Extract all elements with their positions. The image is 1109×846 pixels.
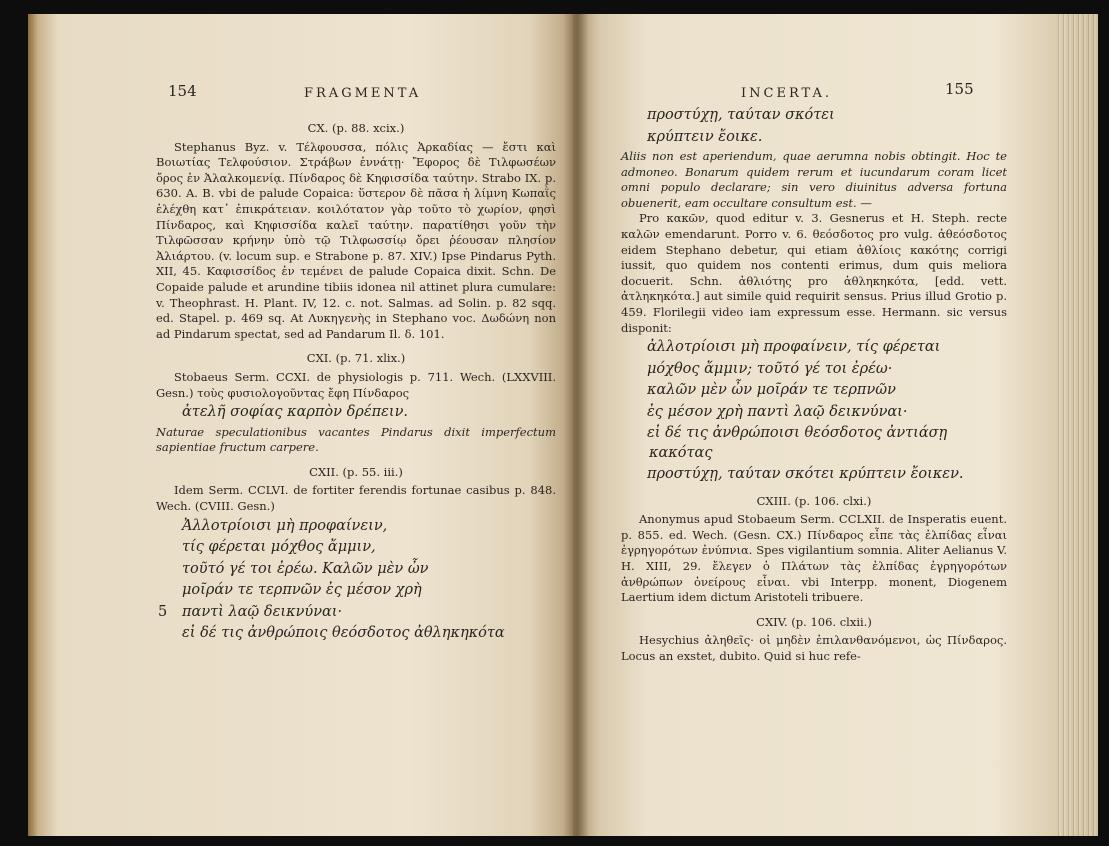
page-number: 154: [168, 82, 197, 100]
verse-line: [649, 338, 1007, 358]
verse-line: [649, 360, 1007, 380]
verse-line: [184, 538, 556, 558]
open-book: [28, 14, 1098, 836]
verse-text: εἰ δέ τις ἀνθρώποισι θεόσδοτος ἀντιάσῃ κακότας: [647, 425, 948, 461]
section-heading: CXIII. (p. 106. clxi.): [756, 493, 872, 508]
section-heading: CXIV. (p. 106. clxii.): [756, 614, 872, 629]
page-number: 155: [945, 80, 974, 98]
latin-translation: Aliis non est aperiendum, quae aerumna nobis obtingit. Hoc te admoneo. Bonarum quidem rerum et iucundarum coram licet omni populo declarare; sin vero diuinitus adversa fortuna obuenerit, eam occultare consultum est. —: [621, 149, 1007, 210]
verse-line: [158, 603, 556, 623]
commentary-paragraph: Stephanus Byz. v. Τέλφουσσα, πόλις Ἀρκαδίας — ἔστι καὶ Βοιωτίας Τελφούσιον. Στράβων ἐννάτῃ· Ἔφορος δὲ Τιλφωσέων ὄρος ἐν Ἀλαλκομενίᾳ. Πίνδαρος δὲ Κηφισσίδα ταύτην. Strabo IX. p. 630. A. B. vbi de palude Copaica: ὕστερον δὲ πᾶσα ἡ λίμνη Κωπαῒς ἐλέχθη κατ᾽ ἐπικράτειαν. κοιλότατον γὰρ τοῦτο τὸ χωρίον, φησὶ Πίνδαρος, καὶ Κηφισσίδα καλεῖ ταύτην. παρατίθησι γοῦν τὴν Τιλφῶσσαν κρήνην ὑπὸ τῷ Τιλφωσσίῳ ὄρει ῥέουσαν πλησίον Ἀλιάρτου. (v. locum sup. e Strabone p. 87. XIV.) Ipse Pindarus Pyth. XII, 45. Καφισσίδος ἐν τεμένει de palude Copaica dixit. Schn. De Copaide palude et arundine tibiis idonea nil attinet plura cumulare: v. Theophrast. H. Plant. IV, 12. c. not. Salmas. ad Solin. p. 82 sqq. ed. Stapel. p. 469 sq. At Λυκηγενὴς in Stephano voc. Δωδώνη non ad Pindarum spectat, sed ad Pandarum Il. δ. 101.: [156, 139, 556, 341]
verse-text: μοῖράν τε τερπνῶν ἐς μέσον χρὴ: [182, 582, 422, 599]
verse-text: τοῦτό γέ τοι ἐρέω. Καλῶν μὲν ὦν: [182, 560, 429, 577]
commentary-paragraph: Anonymus apud Stobaeum Serm. CCLXII. de Insperatis euent. p. 855. ed. Wech. (Gesn. CX.) Πίνδαρος εἶπε τὰς ἐλπίδας εἶναι ἐγρηγορότων ἐνύπνια. Spes vigilantium somnia. Aliter Aelianus V. H. XIII, 29. ἔλεγεν ὁ Πλάτων τὰς ἐλπίδας ἐγρηγορότων ἀνθρώπων ὀνείρους εἶναι. vbi Interpp. monent, Diogenem Laertium idem dictum Aristoteli tribuere.: [621, 512, 1007, 605]
commentary-paragraph: Hesychius ἀληθεῖς· οἱ μηδὲν ἐπιλανθανόμενοι, ὡς Πίνδαρος. Locus an exstet, dubito. Quid si huc refe-: [621, 633, 1007, 663]
verse-line: [184, 560, 556, 580]
verse-line: [649, 403, 1007, 423]
latin-translation: Naturae speculationibus vacantes Pindarus dixit imperfectum sapientiae fructum carpere.: [156, 424, 556, 455]
right-page-text: [621, 104, 1007, 665]
verse-line: [184, 517, 556, 537]
left-page-text: [156, 112, 556, 646]
verse-text: Ἀλλοτρίοισι μὴ προφαίνειν,: [182, 517, 388, 534]
verse-line: [184, 403, 556, 423]
verse-line: [649, 424, 1007, 463]
verse-line: [184, 624, 556, 644]
verse-line: [649, 128, 1007, 148]
book-gutter: [563, 14, 589, 836]
verse-text: ἀτελῆ σοφίας καρπὸν δρέπειν.: [182, 404, 409, 421]
verse-text: προστύχῃ, ταύταν σκότει κρύπτειν ἔοικεν.: [647, 466, 964, 483]
commentary-paragraph: Pro κακῶν, quod editur v. 3. Gesnerus et H. Steph. recte καλῶν emendarunt. Porro v. 6. θεόσδοτος pro vulg. ἀθεόσδοτος eidem Stephano debetur, qui etiam ἀθλίοις κακότης corrigi iussit, quo quidem nos contenti erimus, dum quis meliora docuerit. Schn. ἀθλιότης pro ἀθληκηκότα, [edd. vett. ἀτληκηκότα.] aut simile quid requirit sensus. Prius illud Grotio p. 459. Florilegii video iam expressum esse. Hermann. sic versus disponit:: [621, 211, 1007, 335]
verse-text: παντὶ λαῷ δεικνύναι·: [182, 603, 343, 620]
running-head: INCERTA.: [741, 86, 832, 101]
verse-line: [649, 465, 1007, 485]
section-heading: CX. (p. 88. xcix.): [307, 121, 405, 135]
verse-number: 5: [158, 603, 168, 620]
verse-text: τίς φέρεται μόχθος ἄμμιν,: [182, 539, 376, 556]
verse-text: εἰ δέ τις ἀνθρώποις θεόσδοτος ἀθληκηκότα: [182, 625, 505, 642]
verse-text: ἀλλοτρίοισι μὴ προφαίνειν, τίς φέρεται: [647, 339, 941, 356]
right-page: [573, 14, 1098, 836]
section-heading: CXII. (p. 55. iii.): [309, 464, 403, 479]
verse-text: μόχθος ἄμμιν; τοῦτό γέ τοι ἐρέω·: [647, 360, 893, 377]
verse-text: ἐς μέσον χρὴ παντὶ λαῷ δεικνύναι·: [647, 403, 908, 420]
verse-line: [649, 106, 1007, 126]
section-heading: CXI. (p. 71. xlix.): [306, 351, 406, 366]
commentary-paragraph: Idem Serm. CCLVI. de fortiter ferendis fortunae casibus p. 848. Wech. (CVIII. Gesn.): [156, 483, 556, 513]
verse-text: προστύχῃ, ταύταν σκότει: [647, 107, 835, 123]
verse-line: [184, 581, 556, 601]
left-page: [28, 14, 573, 836]
verse-line: [649, 381, 1007, 401]
commentary-paragraph: Stobaeus Serm. CCXI. de physiologis p. 711. Wech. (LXXVIII. Gesn.) τοὺς φυσιολογοῦντας ἔφη Πίνδαρος: [156, 369, 556, 400]
running-head: FRAGMENTA: [304, 86, 422, 101]
verse-text: καλῶν μὲν ὦν μοῖράν τε τερπνῶν: [647, 382, 896, 399]
verse-text: κρύπτειν ἔοικε.: [647, 128, 763, 145]
